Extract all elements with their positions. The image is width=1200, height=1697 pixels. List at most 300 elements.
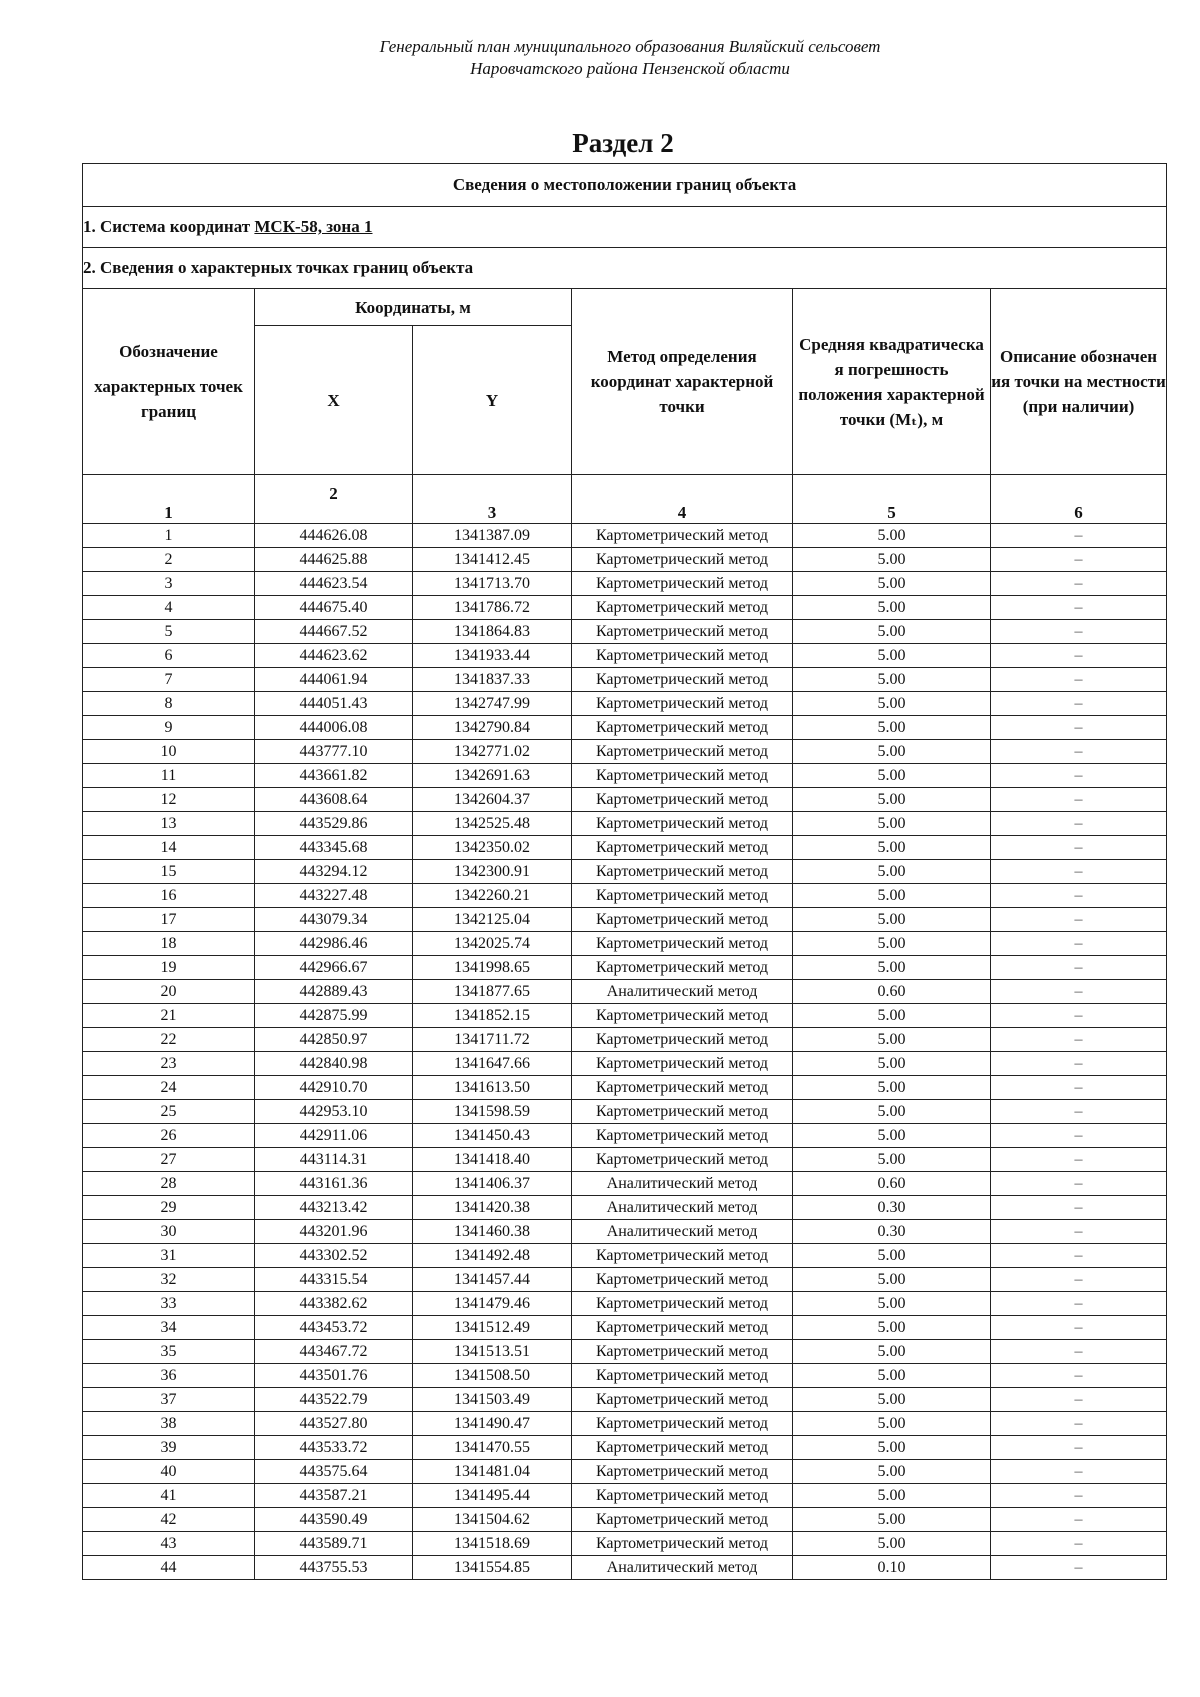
method-cell: Картометрический метод (572, 932, 793, 956)
method-cell: Картометрический метод (572, 668, 793, 692)
method-cell: Картометрический метод (572, 716, 793, 740)
x-coordinate-cell: 442910.70 (255, 1076, 413, 1100)
y-coordinate-cell: 1341495.44 (413, 1484, 572, 1508)
x-coordinate-cell: 443227.48 (255, 884, 413, 908)
table-row (83, 524, 1167, 548)
method-cell: Картометрический метод (572, 956, 793, 980)
col-designation-line1: Обозначение (119, 342, 218, 361)
description-cell: – (991, 980, 1167, 1004)
error-cell: 5.00 (793, 716, 991, 740)
point-number-cell: 42 (83, 1508, 255, 1532)
y-coordinate-cell: 1341503.49 (413, 1388, 572, 1412)
y-coordinate-cell: 1342790.84 (413, 716, 572, 740)
table-row (83, 1508, 1167, 1532)
table-row (83, 740, 1167, 764)
error-cell: 5.00 (793, 812, 991, 836)
y-coordinate-cell: 1341598.59 (413, 1100, 572, 1124)
table-row (83, 1220, 1167, 1244)
point-number-cell: 31 (83, 1244, 255, 1268)
y-coordinate-cell: 1341412.45 (413, 548, 572, 572)
description-cell: – (991, 596, 1167, 620)
y-coordinate-cell: 1341647.66 (413, 1052, 572, 1076)
table-row (83, 644, 1167, 668)
table-title: Сведения о местоположении границ объекта (83, 164, 1167, 207)
table-row (83, 980, 1167, 1004)
error-cell: 5.00 (793, 1004, 991, 1028)
error-cell: 0.30 (793, 1196, 991, 1220)
method-cell: Картометрический метод (572, 1364, 793, 1388)
point-number-cell: 36 (83, 1364, 255, 1388)
method-cell: Картометрический метод (572, 1004, 793, 1028)
point-number-cell: 14 (83, 836, 255, 860)
x-coordinate-cell: 444667.52 (255, 620, 413, 644)
description-cell: – (991, 1172, 1167, 1196)
x-coordinate-cell: 443661.82 (255, 764, 413, 788)
table-row (83, 932, 1167, 956)
description-cell: – (991, 860, 1167, 884)
description-cell: – (991, 1484, 1167, 1508)
x-coordinate-cell: 444051.43 (255, 692, 413, 716)
col-coordinates-header: Координаты, м (255, 289, 572, 326)
description-cell: – (991, 1028, 1167, 1052)
error-cell: 5.00 (793, 572, 991, 596)
table-row (83, 668, 1167, 692)
point-number-cell: 15 (83, 860, 255, 884)
error-cell: 5.00 (793, 644, 991, 668)
description-cell: – (991, 764, 1167, 788)
error-cell: 5.00 (793, 908, 991, 932)
description-cell: – (991, 1508, 1167, 1532)
coordinate-system-label: 1. Система координат (83, 217, 255, 236)
error-cell: 5.00 (793, 884, 991, 908)
x-coordinate-cell: 443533.72 (255, 1436, 413, 1460)
method-cell: Картометрический метод (572, 860, 793, 884)
y-coordinate-cell: 1341837.33 (413, 668, 572, 692)
method-cell: Картометрический метод (572, 1484, 793, 1508)
description-cell: – (991, 620, 1167, 644)
method-cell: Картометрический метод (572, 620, 793, 644)
table-row (83, 908, 1167, 932)
y-coordinate-cell: 1341481.04 (413, 1460, 572, 1484)
error-cell: 5.00 (793, 1124, 991, 1148)
y-coordinate-cell: 1341786.72 (413, 596, 572, 620)
description-cell: – (991, 1076, 1167, 1100)
x-coordinate-cell: 444006.08 (255, 716, 413, 740)
table-row (83, 1052, 1167, 1076)
table-row (83, 1196, 1167, 1220)
method-cell: Картометрический метод (572, 1412, 793, 1436)
method-cell: Аналитический метод (572, 1220, 793, 1244)
description-cell: – (991, 740, 1167, 764)
method-cell: Картометрический метод (572, 1148, 793, 1172)
point-number-cell: 12 (83, 788, 255, 812)
x-coordinate-cell: 444675.40 (255, 596, 413, 620)
y-coordinate-cell: 1341492.48 (413, 1244, 572, 1268)
point-number-cell: 1 (83, 524, 255, 548)
table-row (83, 620, 1167, 644)
error-cell: 5.00 (793, 788, 991, 812)
error-cell: 5.00 (793, 860, 991, 884)
description-cell: – (991, 1556, 1167, 1580)
y-coordinate-cell: 1341998.65 (413, 956, 572, 980)
description-cell: – (991, 1196, 1167, 1220)
x-coordinate-cell: 444626.08 (255, 524, 413, 548)
method-cell: Картометрический метод (572, 884, 793, 908)
error-cell: 5.00 (793, 836, 991, 860)
method-cell: Картометрический метод (572, 740, 793, 764)
y-coordinate-cell: 1341554.85 (413, 1556, 572, 1580)
method-cell: Картометрический метод (572, 596, 793, 620)
method-cell: Картометрический метод (572, 1244, 793, 1268)
table-row (83, 836, 1167, 860)
point-number-cell: 5 (83, 620, 255, 644)
y-coordinate-cell: 1342747.99 (413, 692, 572, 716)
description-cell: – (991, 1124, 1167, 1148)
table-row (83, 860, 1167, 884)
point-number-cell: 10 (83, 740, 255, 764)
col-number-4: 4 (572, 475, 793, 524)
table-row (83, 596, 1167, 620)
description-cell: – (991, 884, 1167, 908)
point-number-cell: 34 (83, 1316, 255, 1340)
x-coordinate-cell: 443527.80 (255, 1412, 413, 1436)
method-cell: Картометрический метод (572, 548, 793, 572)
x-coordinate-cell: 443467.72 (255, 1340, 413, 1364)
error-cell: 5.00 (793, 956, 991, 980)
table-row (83, 1556, 1167, 1580)
y-coordinate-cell: 1341711.72 (413, 1028, 572, 1052)
table-row (83, 1340, 1167, 1364)
error-cell: 5.00 (793, 1436, 991, 1460)
point-number-cell: 3 (83, 572, 255, 596)
error-cell: 5.00 (793, 932, 991, 956)
x-coordinate-cell: 443213.42 (255, 1196, 413, 1220)
y-coordinate-cell: 1341513.51 (413, 1340, 572, 1364)
table-row (83, 1412, 1167, 1436)
error-cell: 5.00 (793, 1052, 991, 1076)
x-coordinate-cell: 443315.54 (255, 1268, 413, 1292)
description-cell: – (991, 1388, 1167, 1412)
col-designation-header (83, 289, 255, 475)
table-row (83, 1532, 1167, 1556)
x-coordinate-cell: 442840.98 (255, 1052, 413, 1076)
method-cell: Картометрический метод (572, 1076, 793, 1100)
method-cell: Картометрический метод (572, 764, 793, 788)
point-number-cell: 18 (83, 932, 255, 956)
col-method-header: Метод определения координат характерной точки (572, 289, 793, 475)
point-number-cell: 43 (83, 1532, 255, 1556)
method-cell: Аналитический метод (572, 1196, 793, 1220)
table-row (83, 1244, 1167, 1268)
point-number-cell: 29 (83, 1196, 255, 1220)
y-coordinate-cell: 1341933.44 (413, 644, 572, 668)
x-coordinate-cell: 443575.64 (255, 1460, 413, 1484)
method-cell: Картометрический метод (572, 1316, 793, 1340)
point-number-cell: 17 (83, 908, 255, 932)
y-coordinate-cell: 1342525.48 (413, 812, 572, 836)
table-row (83, 1436, 1167, 1460)
description-cell: – (991, 1220, 1167, 1244)
error-cell: 5.00 (793, 1268, 991, 1292)
table-row (83, 1388, 1167, 1412)
point-number-cell: 13 (83, 812, 255, 836)
point-number-cell: 21 (83, 1004, 255, 1028)
x-coordinate-cell: 442966.67 (255, 956, 413, 980)
table-row (83, 1028, 1167, 1052)
point-number-cell: 24 (83, 1076, 255, 1100)
x-coordinate-cell: 443501.76 (255, 1364, 413, 1388)
page-header (0, 36, 1200, 80)
x-coordinate-cell: 443587.21 (255, 1484, 413, 1508)
y-coordinate-cell: 1341508.50 (413, 1364, 572, 1388)
description-cell: – (991, 812, 1167, 836)
point-number-cell: 44 (83, 1556, 255, 1580)
coordinate-system-value: МСК-58, зона 1 (254, 217, 373, 236)
x-coordinate-cell: 443529.86 (255, 812, 413, 836)
y-coordinate-cell: 1341406.37 (413, 1172, 572, 1196)
y-coordinate-cell: 1341470.55 (413, 1436, 572, 1460)
method-cell: Картометрический метод (572, 1508, 793, 1532)
error-cell: 5.00 (793, 668, 991, 692)
y-coordinate-cell: 1341490.47 (413, 1412, 572, 1436)
error-cell: 5.00 (793, 692, 991, 716)
y-coordinate-cell: 1341420.38 (413, 1196, 572, 1220)
point-number-cell: 2 (83, 548, 255, 572)
x-coordinate-cell: 443453.72 (255, 1316, 413, 1340)
description-cell: – (991, 1412, 1167, 1436)
point-number-cell: 19 (83, 956, 255, 980)
description-cell: – (991, 908, 1167, 932)
error-cell: 0.10 (793, 1556, 991, 1580)
x-coordinate-cell: 443161.36 (255, 1172, 413, 1196)
x-coordinate-cell: 443755.53 (255, 1556, 413, 1580)
point-number-cell: 8 (83, 692, 255, 716)
y-coordinate-cell: 1342691.63 (413, 764, 572, 788)
description-cell: – (991, 1436, 1167, 1460)
method-cell: Картометрический метод (572, 788, 793, 812)
y-coordinate-cell: 1342771.02 (413, 740, 572, 764)
description-cell: – (991, 1148, 1167, 1172)
col-designation-line2: характерных точек границ (94, 377, 243, 421)
error-cell: 5.00 (793, 596, 991, 620)
point-number-cell: 6 (83, 644, 255, 668)
description-cell: – (991, 524, 1167, 548)
points-section-title: 2. Сведения о характерных точках границ объекта (83, 248, 1167, 289)
method-cell: Картометрический метод (572, 1388, 793, 1412)
x-coordinate-cell: 443589.71 (255, 1532, 413, 1556)
description-cell: – (991, 1052, 1167, 1076)
col-number-1: 1 (83, 475, 255, 524)
point-number-cell: 37 (83, 1388, 255, 1412)
method-cell: Аналитический метод (572, 1172, 793, 1196)
table-row (83, 1364, 1167, 1388)
table-row (83, 572, 1167, 596)
error-cell: 5.00 (793, 1292, 991, 1316)
x-coordinate-cell: 442911.06 (255, 1124, 413, 1148)
point-number-cell: 11 (83, 764, 255, 788)
table-row (83, 788, 1167, 812)
table-row (83, 548, 1167, 572)
col-y-header: Y (413, 326, 572, 475)
table-body (83, 524, 1167, 1580)
boundary-points-table (82, 163, 1167, 1580)
method-cell: Картометрический метод (572, 572, 793, 596)
x-coordinate-cell: 442850.97 (255, 1028, 413, 1052)
description-cell: – (991, 1100, 1167, 1124)
error-cell: 0.30 (793, 1220, 991, 1244)
y-coordinate-cell: 1341512.49 (413, 1316, 572, 1340)
point-number-cell: 20 (83, 980, 255, 1004)
error-cell: 5.00 (793, 1028, 991, 1052)
x-coordinate-cell: 443608.64 (255, 788, 413, 812)
method-cell: Картометрический метод (572, 1268, 793, 1292)
error-cell: 0.60 (793, 980, 991, 1004)
point-number-cell: 22 (83, 1028, 255, 1052)
description-cell: – (991, 1268, 1167, 1292)
y-coordinate-cell: 1342604.37 (413, 788, 572, 812)
method-cell: Картометрический метод (572, 1124, 793, 1148)
x-coordinate-cell: 443522.79 (255, 1388, 413, 1412)
description-cell: – (991, 1532, 1167, 1556)
col-number-3: 3 (413, 475, 572, 524)
x-coordinate-cell: 443382.62 (255, 1292, 413, 1316)
point-number-cell: 35 (83, 1340, 255, 1364)
point-number-cell: 33 (83, 1292, 255, 1316)
method-cell: Картометрический метод (572, 812, 793, 836)
method-cell: Картометрический метод (572, 692, 793, 716)
coordinate-system-line (83, 207, 1167, 248)
description-cell: – (991, 716, 1167, 740)
table-row (83, 812, 1167, 836)
col-number-2: 2 (255, 475, 413, 524)
method-cell: Картометрический метод (572, 1292, 793, 1316)
x-coordinate-cell: 444625.88 (255, 548, 413, 572)
description-cell: – (991, 572, 1167, 596)
error-cell: 5.00 (793, 620, 991, 644)
method-cell: Аналитический метод (572, 980, 793, 1004)
table-row (83, 1148, 1167, 1172)
error-cell: 5.00 (793, 548, 991, 572)
description-cell: – (991, 956, 1167, 980)
error-cell: 5.00 (793, 1532, 991, 1556)
y-coordinate-cell: 1341450.43 (413, 1124, 572, 1148)
y-coordinate-cell: 1341713.70 (413, 572, 572, 596)
header-line-2: Наровчатского района Пензенской области (470, 59, 790, 78)
table-row (83, 1076, 1167, 1100)
error-cell: 5.00 (793, 1076, 991, 1100)
error-cell: 5.00 (793, 1100, 991, 1124)
point-number-cell: 4 (83, 596, 255, 620)
table-row (83, 1316, 1167, 1340)
col-x-header: X (255, 326, 413, 475)
error-cell: 5.00 (793, 1148, 991, 1172)
table-row (83, 1460, 1167, 1484)
point-number-cell: 38 (83, 1412, 255, 1436)
description-cell: – (991, 668, 1167, 692)
y-coordinate-cell: 1342350.02 (413, 836, 572, 860)
table-row (83, 1124, 1167, 1148)
y-coordinate-cell: 1341479.46 (413, 1292, 572, 1316)
x-coordinate-cell: 444623.62 (255, 644, 413, 668)
table-row (83, 1292, 1167, 1316)
table-row (83, 1268, 1167, 1292)
description-cell: – (991, 836, 1167, 860)
method-cell: Картометрический метод (572, 1100, 793, 1124)
y-coordinate-cell: 1341460.38 (413, 1220, 572, 1244)
y-coordinate-cell: 1341613.50 (413, 1076, 572, 1100)
x-coordinate-cell: 443777.10 (255, 740, 413, 764)
y-coordinate-cell: 1342125.04 (413, 908, 572, 932)
error-cell: 5.00 (793, 1364, 991, 1388)
point-number-cell: 40 (83, 1460, 255, 1484)
description-cell: – (991, 644, 1167, 668)
point-number-cell: 25 (83, 1100, 255, 1124)
x-coordinate-cell: 443590.49 (255, 1508, 413, 1532)
section-title: Раздел 2 (572, 128, 674, 158)
point-number-cell: 30 (83, 1220, 255, 1244)
description-cell: – (991, 548, 1167, 572)
y-coordinate-cell: 1342260.21 (413, 884, 572, 908)
y-coordinate-cell: 1342025.74 (413, 932, 572, 956)
col-number-6: 6 (991, 475, 1167, 524)
method-cell: Картометрический метод (572, 908, 793, 932)
x-coordinate-cell: 442875.99 (255, 1004, 413, 1028)
y-coordinate-cell: 1341504.62 (413, 1508, 572, 1532)
y-coordinate-cell: 1341457.44 (413, 1268, 572, 1292)
x-coordinate-cell: 443294.12 (255, 860, 413, 884)
error-cell: 5.00 (793, 1388, 991, 1412)
description-cell: – (991, 692, 1167, 716)
error-cell: 5.00 (793, 1460, 991, 1484)
error-cell: 5.00 (793, 1340, 991, 1364)
description-cell: – (991, 932, 1167, 956)
description-cell: – (991, 1292, 1167, 1316)
point-number-cell: 26 (83, 1124, 255, 1148)
method-cell: Картометрический метод (572, 1340, 793, 1364)
table-row (83, 884, 1167, 908)
y-coordinate-cell: 1342300.91 (413, 860, 572, 884)
method-cell: Аналитический метод (572, 1556, 793, 1580)
method-cell: Картометрический метод (572, 524, 793, 548)
x-coordinate-cell: 442986.46 (255, 932, 413, 956)
table-row (83, 1172, 1167, 1196)
table-row (83, 1484, 1167, 1508)
point-number-cell: 28 (83, 1172, 255, 1196)
point-number-cell: 23 (83, 1052, 255, 1076)
description-cell: – (991, 1316, 1167, 1340)
error-cell: 5.00 (793, 524, 991, 548)
method-cell: Картометрический метод (572, 1436, 793, 1460)
method-cell: Картометрический метод (572, 644, 793, 668)
table-row (83, 1100, 1167, 1124)
y-coordinate-cell: 1341852.15 (413, 1004, 572, 1028)
method-cell: Картометрический метод (572, 1532, 793, 1556)
description-cell: – (991, 1004, 1167, 1028)
y-coordinate-cell: 1341864.83 (413, 620, 572, 644)
x-coordinate-cell: 444623.54 (255, 572, 413, 596)
point-number-cell: 9 (83, 716, 255, 740)
method-cell: Картометрический метод (572, 1052, 793, 1076)
point-number-cell: 7 (83, 668, 255, 692)
error-cell: 5.00 (793, 1316, 991, 1340)
error-cell: 5.00 (793, 740, 991, 764)
col-number-5: 5 (793, 475, 991, 524)
description-cell: – (991, 788, 1167, 812)
y-coordinate-cell: 1341387.09 (413, 524, 572, 548)
table-row (83, 1004, 1167, 1028)
error-cell: 5.00 (793, 1412, 991, 1436)
y-coordinate-cell: 1341518.69 (413, 1532, 572, 1556)
